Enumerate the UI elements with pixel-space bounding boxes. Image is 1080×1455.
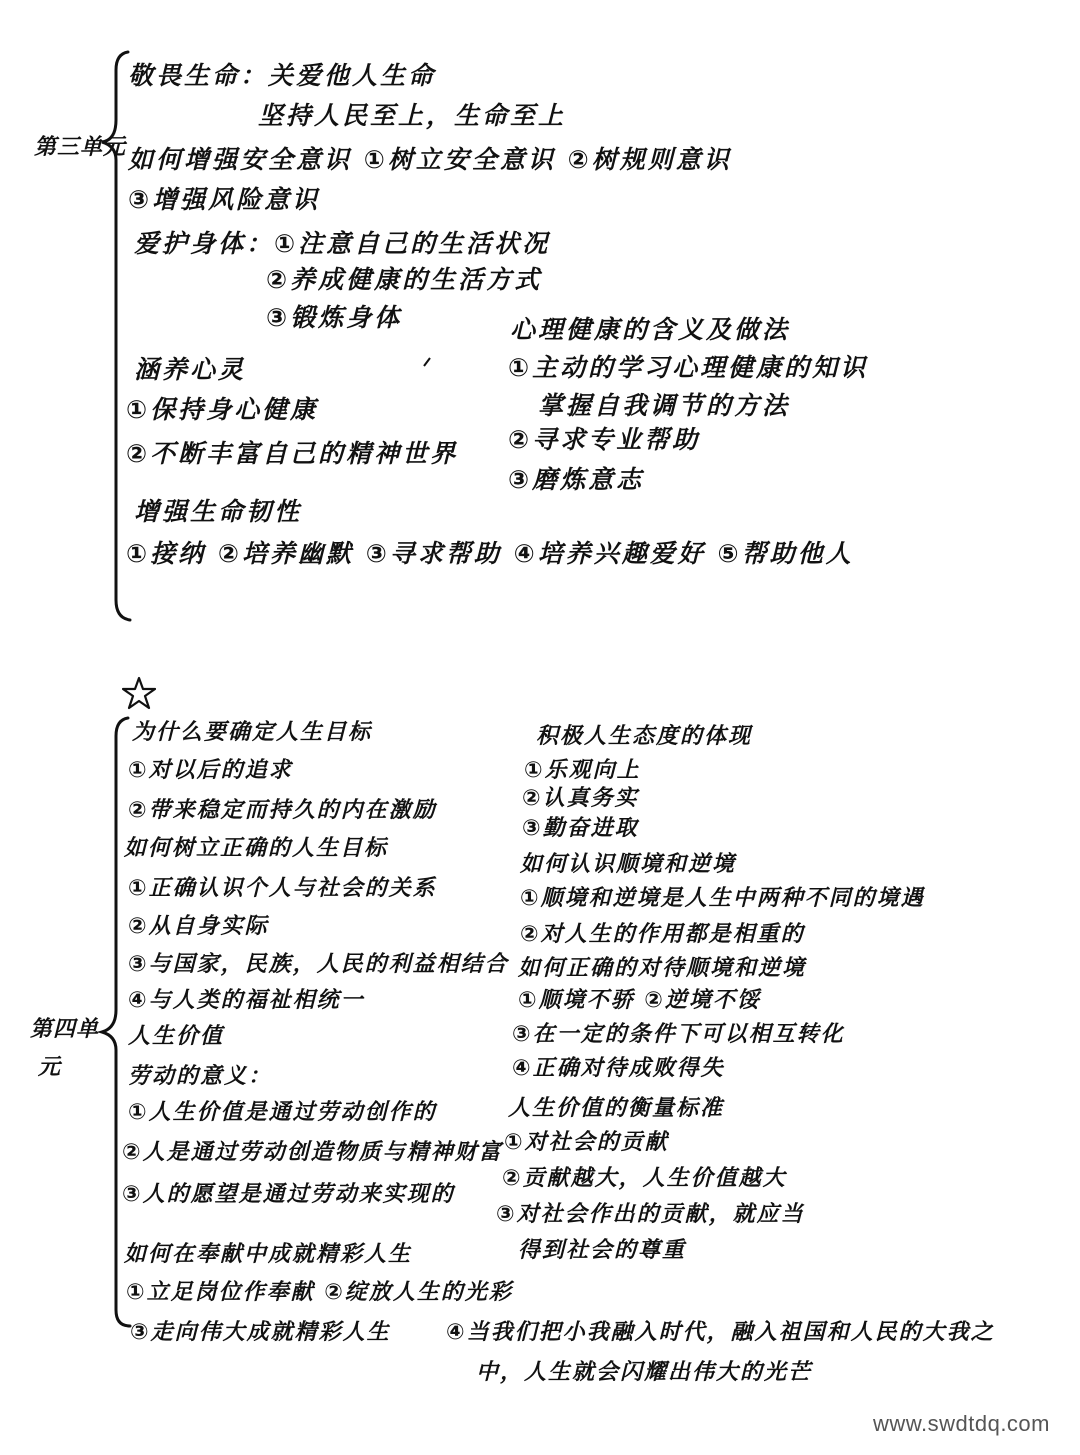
labor-item1: ①人生价值是通过劳动创作的 [128, 1100, 437, 1125]
unit3-label: 第三单元 [34, 135, 127, 160]
right-goal-item2: ②从自身实际 [128, 914, 269, 939]
goal-item2: ②带来稳定而持久的内在激励 [128, 798, 437, 823]
star-icon [122, 676, 156, 710]
goal-item1: ①对以后的追求 [128, 758, 293, 783]
mind-title: 涵养心灵 [134, 355, 247, 384]
attitude-item3: ③勤奋进取 [522, 816, 639, 841]
unit4-label-line2: 元 [38, 1055, 62, 1080]
attitude-item1: ①乐观向上 [524, 758, 641, 783]
measure-item2: ②贡献越大，人生价值越大 [502, 1166, 787, 1191]
dedicate-title: 如何在奉献中成就精彩人生 [124, 1242, 413, 1267]
dedicate-line1: ①立足岗位作奉献 ②绽放人生的光彩 [126, 1280, 513, 1305]
watermark: www.swdtdq.com [873, 1411, 1050, 1436]
body-title: 爱护身体：①注意自己的生活状况 [134, 229, 551, 258]
resilience-title: 增强生命韧性 [134, 497, 303, 526]
adversity-item2: ②对人生的作用都是相重的 [520, 922, 805, 947]
right-goal-item3: ③与国家，民族，人民的利益相结合 [128, 952, 509, 977]
mental-item2: ②寻求专业帮助 [508, 425, 701, 454]
mind-item2: ②不断丰富自己的精神世界 [126, 439, 459, 468]
mental-item3: ③磨炼意志 [508, 465, 645, 494]
treat-line1: ①顺境不骄 ②逆境不馁 [518, 988, 761, 1013]
safety-line2: ③增强风险意识 [128, 185, 321, 214]
adversity-title: 如何认识顺境和逆境 [520, 852, 737, 877]
dedicate-line2: ③走向伟大成就精彩人生 [130, 1320, 391, 1345]
mental-item1: ①主动的学习心理健康的知识 [508, 353, 869, 382]
mind-item1: ①保持身心健康 [126, 395, 319, 424]
measure-item1: ①对社会的贡献 [504, 1130, 669, 1155]
respect-title: 敬畏生命：关爱他人生命 [128, 61, 437, 90]
attitude-title: 积极人生态度的体现 [536, 724, 753, 749]
labor-item2: ②人是通过劳动创造物质与精神财富 [122, 1140, 503, 1165]
labor-title: 劳动的意义： [128, 1064, 273, 1089]
treat-item3: ③在一定的条件下可以相互转化 [512, 1022, 845, 1047]
adversity-item1: ①顺境和逆境是人生中两种不同的境遇 [520, 886, 925, 911]
dedicate-item4b: 中，人生就会闪耀出伟大的光芒 [476, 1360, 813, 1385]
resilience-items: ①接纳 ②培养幽默 ③寻求帮助 ④培养兴趣爱好 ⑤帮助他人 [126, 539, 854, 568]
goal-title: 为什么要确定人生目标 [132, 720, 373, 745]
right-goal-item1: ①正确认识个人与社会的关系 [128, 876, 437, 901]
measure-item3b: 得到社会的尊重 [518, 1238, 687, 1263]
respect-line2: 坚持人民至上，生命至上 [258, 101, 567, 130]
body-item3: ③锻炼身体 [266, 303, 403, 332]
labor-item3: ③人的愿望是通过劳动来实现的 [122, 1182, 455, 1207]
right-goal-item4: ④与人类的福祉相统一 [128, 988, 365, 1013]
treat-item4: ④正确对待成败得失 [512, 1056, 725, 1081]
mental-item1b: 掌握自我调节的方法 [538, 391, 791, 420]
treat-title: 如何正确的对待顺境和逆境 [518, 956, 807, 981]
body-item2: ②养成健康的生活方式 [266, 265, 543, 294]
right-goal-title: 如何树立正确的人生目标 [124, 836, 389, 861]
measure-title: 人生价值的衡量标准 [508, 1096, 725, 1121]
unit4-label-line1: 第四单 [30, 1017, 100, 1042]
measure-item3: ③对社会作出的贡献，就应当 [496, 1202, 805, 1227]
dedicate-item4: ④当我们把小我融入时代，融入祖国和人民的大我之 [446, 1320, 995, 1345]
life-value: 人生价值 [128, 1024, 225, 1049]
attitude-item2: ②认真务实 [522, 786, 639, 811]
safety-line1: 如何增强安全意识 ①树立安全意识 ②树规则意识 [128, 145, 732, 174]
mental-title: 心理健康的含义及做法 [510, 315, 791, 344]
